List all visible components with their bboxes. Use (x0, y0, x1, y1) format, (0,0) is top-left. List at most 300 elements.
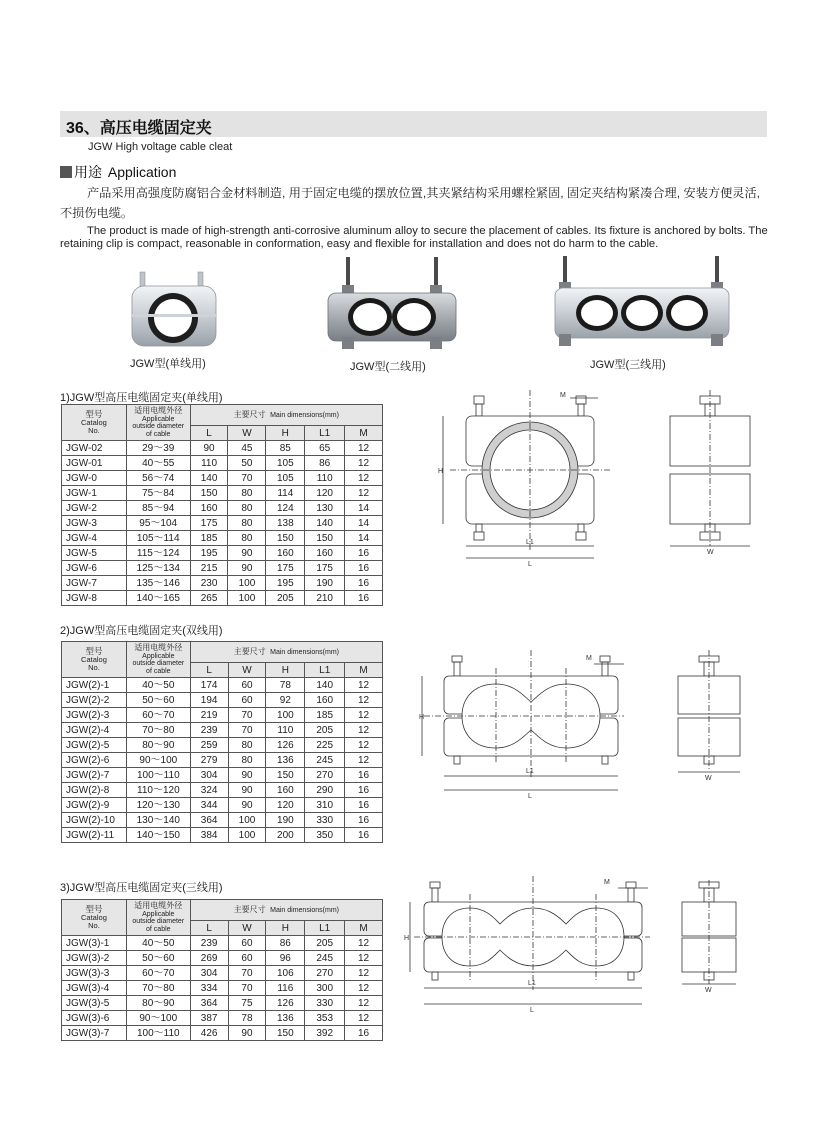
cell-W: 70 (228, 966, 266, 981)
cell-diameter: 56～74 (126, 471, 190, 486)
table-row (62, 813, 383, 828)
table-row (62, 768, 383, 783)
application-text-zh: 产品采用高强度防腐铝合金材料制造, 用于固定电缆的摆放位置,其夹紧结构采用螺栓紧固, 固定夹结构紧凑合理, 安装方便灵活, 不损伤电缆。 (60, 186, 761, 220)
table-row (62, 531, 383, 546)
cell-model: JGW(2)-3 (62, 708, 127, 723)
table-row (62, 753, 383, 768)
cell-W: 80 (228, 738, 266, 753)
cell-L1: 86 (305, 456, 345, 471)
cell-L: 239 (190, 723, 228, 738)
cell-W: 78 (228, 1011, 266, 1026)
application-text-en: The product is made of high-strength anti-corrosive aluminum alloy to secure the placement of cables. Its fixture is anchored by bolts. The retaining clip is compact, reasonable in conformation, easy and flexible for installation and does not do harm to the cable. (60, 225, 768, 250)
cell-W: 90 (228, 783, 266, 798)
cell-L: 239 (190, 936, 228, 951)
table-row (62, 723, 383, 738)
table-row (62, 1026, 383, 1041)
table-header-row (62, 405, 383, 426)
table-row (62, 576, 383, 591)
cell-W: 60 (228, 951, 266, 966)
col-H-header: H (266, 426, 305, 441)
cell-diameter: 140～150 (126, 828, 190, 843)
triple-cleat-caption: JGW型(三线用) (590, 359, 666, 371)
cell-diameter: 50～60 (126, 693, 190, 708)
dim-label-L: L (528, 793, 532, 800)
cell-L1: 160 (305, 693, 345, 708)
cell-L: 324 (190, 783, 228, 798)
cell-W: 75 (228, 996, 266, 1011)
table-2-title: 2)JGW型高压电缆固定夹(双线用) (60, 625, 223, 637)
cell-W: 80 (228, 486, 266, 501)
table-row (62, 738, 383, 753)
cell-M: 12 (345, 951, 383, 966)
cell-L: 110 (190, 456, 228, 471)
cell-H: 160 (266, 546, 305, 561)
page-subtitle: JGW High voltage cable cleat (88, 141, 233, 153)
cell-L: 259 (190, 738, 228, 753)
spec-table-triple (61, 899, 383, 1041)
cell-model: JGW(3)-2 (62, 951, 127, 966)
col-W-header: W (228, 426, 266, 441)
table-header-row (62, 642, 383, 663)
single-cleat-caption: JGW型(单线用) (130, 358, 206, 370)
cell-M: 16 (345, 783, 383, 798)
cell-W: 80 (228, 753, 266, 768)
triple-cleat-photo (553, 256, 733, 354)
cell-L1: 185 (305, 708, 345, 723)
cell-W: 100 (228, 591, 266, 606)
cell-L1: 245 (305, 951, 345, 966)
col-M-header: M (345, 426, 383, 441)
table-row (62, 561, 383, 576)
table-header-row (62, 900, 383, 921)
cell-L: 304 (190, 768, 228, 783)
cell-L1: 140 (305, 678, 345, 693)
cell-diameter: 70～80 (126, 981, 190, 996)
cell-M: 16 (345, 798, 383, 813)
table-row (62, 966, 383, 981)
cell-M: 12 (345, 456, 383, 471)
cell-L: 387 (190, 1011, 228, 1026)
cell-model: JGW(2)-9 (62, 798, 127, 813)
cell-H: 126 (266, 996, 305, 1011)
table-row (62, 516, 383, 531)
cell-diameter: 60～70 (126, 708, 190, 723)
cell-model: JGW-02 (62, 441, 127, 456)
cell-M: 14 (345, 501, 383, 516)
cell-W: 90 (228, 561, 266, 576)
table-row (62, 783, 383, 798)
cell-model: JGW-5 (62, 546, 127, 561)
cell-diameter: 130～140 (126, 813, 190, 828)
cell-L: 90 (190, 441, 228, 456)
cell-diameter: 140～165 (126, 591, 190, 606)
cell-model: JGW(3)-5 (62, 996, 127, 1011)
cell-H: 136 (266, 753, 305, 768)
table-row (62, 996, 383, 1011)
col-L-header: L (190, 663, 228, 678)
cell-model: JGW(2)-11 (62, 828, 127, 843)
table-row (62, 1011, 383, 1026)
cell-diameter: 100～110 (126, 1026, 190, 1041)
cell-model: JGW(2)-2 (62, 693, 127, 708)
cell-model: JGW(3)-3 (62, 966, 127, 981)
dim-label-M: M (604, 879, 610, 886)
cell-model: JGW-2 (62, 501, 127, 516)
cell-M: 16 (345, 828, 383, 843)
cell-L: 364 (190, 813, 228, 828)
cell-L1: 190 (305, 576, 345, 591)
diameter-header: 适用电缆外径 Applicable outside diameter of cable (126, 900, 190, 936)
cell-L: 384 (190, 828, 228, 843)
cell-M: 12 (345, 738, 383, 753)
cell-H: 78 (266, 678, 305, 693)
cell-model: JGW-7 (62, 576, 127, 591)
table-row (62, 936, 383, 951)
cell-M: 16 (345, 1026, 383, 1041)
cell-diameter: 50～60 (126, 951, 190, 966)
table-row (62, 981, 383, 996)
cell-M: 12 (345, 693, 383, 708)
diameter-header: 适用电缆外径 Applicable outside diameter of cable (126, 642, 190, 678)
cell-diameter: 90～100 (126, 753, 190, 768)
cell-H: 114 (266, 486, 305, 501)
cell-M: 16 (345, 813, 383, 828)
cell-L: 215 (190, 561, 228, 576)
cell-H: 124 (266, 501, 305, 516)
cell-H: 150 (266, 768, 305, 783)
cell-L1: 160 (305, 546, 345, 561)
cell-M: 16 (345, 576, 383, 591)
cell-model: JGW(2)-10 (62, 813, 127, 828)
table-1-title: 1)JGW型高压电缆固定夹(单线用) (60, 392, 223, 404)
cell-model: JGW-01 (62, 456, 127, 471)
cell-W: 60 (228, 936, 266, 951)
cell-M: 12 (345, 708, 383, 723)
dim-label-M: M (586, 655, 592, 662)
cell-diameter: 75～84 (126, 486, 190, 501)
col-L-header: L (190, 921, 228, 936)
cell-W: 90 (228, 546, 266, 561)
cell-diameter: 29～39 (126, 441, 190, 456)
dim-label-H: H (438, 468, 444, 475)
table-row (62, 708, 383, 723)
single-cleat-front-drawing (430, 386, 630, 572)
dim-label-W: W (705, 987, 712, 994)
cell-L: 160 (190, 501, 228, 516)
cell-M: 14 (345, 516, 383, 531)
cell-H: 205 (266, 591, 305, 606)
cell-L: 195 (190, 546, 228, 561)
cell-L: 269 (190, 951, 228, 966)
cell-L: 279 (190, 753, 228, 768)
table-row (62, 678, 383, 693)
cell-M: 12 (345, 486, 383, 501)
cell-model: JGW(3)-7 (62, 1026, 127, 1041)
cell-W: 100 (228, 813, 266, 828)
cell-M: 12 (345, 981, 383, 996)
cell-L: 150 (190, 486, 228, 501)
dim-label-L: L (530, 1007, 534, 1014)
cell-model: JGW(2)-8 (62, 783, 127, 798)
application-heading-en: Application (107, 164, 177, 180)
double-cleat-caption: JGW型(二线用) (350, 361, 426, 373)
cell-L1: 350 (305, 828, 345, 843)
cell-diameter: 70～80 (126, 723, 190, 738)
cell-L1: 392 (305, 1026, 345, 1041)
cell-M: 12 (345, 966, 383, 981)
cell-W: 90 (228, 798, 266, 813)
cell-L1: 290 (305, 783, 345, 798)
cell-L1: 353 (305, 1011, 345, 1026)
cell-H: 138 (266, 516, 305, 531)
cell-H: 150 (266, 1026, 305, 1041)
cell-M: 16 (345, 561, 383, 576)
dim-label-L1: L1 (526, 539, 534, 546)
cell-W: 70 (228, 708, 266, 723)
page-title: 36、高压电缆固定夹 (66, 120, 212, 137)
single-cleat-photo (128, 268, 228, 350)
cell-W: 100 (228, 828, 266, 843)
cell-W: 45 (228, 441, 266, 456)
cell-H: 110 (266, 723, 305, 738)
cell-L: 185 (190, 531, 228, 546)
cell-L1: 110 (305, 471, 345, 486)
cell-L: 265 (190, 591, 228, 606)
cell-M: 12 (345, 678, 383, 693)
cell-model: JGW-8 (62, 591, 127, 606)
table-row (62, 828, 383, 843)
cell-W: 70 (228, 723, 266, 738)
double-cleat-photo (322, 257, 462, 357)
cell-model: JGW(2)-6 (62, 753, 127, 768)
cell-model: JGW(2)-5 (62, 738, 127, 753)
cell-M: 12 (345, 441, 383, 456)
cell-L1: 65 (305, 441, 345, 456)
catalog-header: 型号 Catalog No. (62, 642, 127, 678)
catalog-header: 型号 Catalog No. (62, 405, 127, 441)
table-row (62, 951, 383, 966)
cell-H: 116 (266, 981, 305, 996)
cell-L1: 140 (305, 516, 345, 531)
cell-diameter: 90～100 (126, 1011, 190, 1026)
dim-label-W: W (705, 775, 712, 782)
cell-model: JGW(2)-7 (62, 768, 127, 783)
cell-H: 92 (266, 693, 305, 708)
dim-label-H: H (404, 935, 410, 942)
cell-diameter: 60～70 (126, 966, 190, 981)
cell-L: 334 (190, 981, 228, 996)
cell-L1: 225 (305, 738, 345, 753)
col-W-header: W (228, 663, 266, 678)
dim-label-M: M (560, 392, 566, 399)
cell-L1: 330 (305, 813, 345, 828)
cell-W: 80 (228, 531, 266, 546)
cell-L: 174 (190, 678, 228, 693)
cell-W: 90 (228, 1026, 266, 1041)
cell-L1: 270 (305, 966, 345, 981)
cell-H: 106 (266, 966, 305, 981)
cell-diameter: 120～130 (126, 798, 190, 813)
cell-M: 12 (345, 471, 383, 486)
cell-W: 60 (228, 693, 266, 708)
section-title-bar (60, 111, 767, 137)
cell-M: 12 (345, 723, 383, 738)
cell-model: JGW-1 (62, 486, 127, 501)
cell-M: 12 (345, 1011, 383, 1026)
table-row (62, 486, 383, 501)
dim-label-W: W (707, 549, 714, 556)
cell-diameter: 40～50 (126, 678, 190, 693)
application-heading-zh: 用途 (74, 164, 102, 180)
catalog-header: 型号 Catalog No. (62, 900, 127, 936)
cell-diameter: 80～90 (126, 738, 190, 753)
cell-L: 194 (190, 693, 228, 708)
cell-L: 219 (190, 708, 228, 723)
cell-diameter: 85～94 (126, 501, 190, 516)
spec-table-double (61, 641, 383, 843)
cell-L1: 150 (305, 531, 345, 546)
cell-diameter: 105～114 (126, 531, 190, 546)
main-dimensions-header: 主要尺寸 Main dimensions(mm) (190, 405, 382, 426)
table-row (62, 456, 383, 471)
cell-L1: 130 (305, 501, 345, 516)
cell-L: 304 (190, 966, 228, 981)
main-dimensions-header: 主要尺寸 Main dimensions(mm) (190, 900, 382, 921)
cell-W: 100 (228, 576, 266, 591)
cell-M: 14 (345, 531, 383, 546)
cell-W: 70 (228, 981, 266, 996)
cell-H: 85 (266, 441, 305, 456)
table-row (62, 693, 383, 708)
cell-L1: 205 (305, 936, 345, 951)
cell-model: JGW-4 (62, 531, 127, 546)
cell-M: 12 (345, 996, 383, 1011)
cell-H: 190 (266, 813, 305, 828)
col-L1-header: L1 (305, 921, 345, 936)
cell-diameter: 125～134 (126, 561, 190, 576)
cell-M: 12 (345, 753, 383, 768)
cell-diameter: 115～124 (126, 546, 190, 561)
cell-diameter: 80～90 (126, 996, 190, 1011)
cell-diameter: 100～110 (126, 768, 190, 783)
table-row (62, 798, 383, 813)
col-L1-header: L1 (305, 663, 345, 678)
cell-diameter: 95～104 (126, 516, 190, 531)
cell-H: 195 (266, 576, 305, 591)
table-row (62, 546, 383, 561)
table-row (62, 591, 383, 606)
cell-model: JGW(3)-1 (62, 936, 127, 951)
table-row (62, 501, 383, 516)
cell-L1: 330 (305, 996, 345, 1011)
cell-H: 96 (266, 951, 305, 966)
cell-H: 126 (266, 738, 305, 753)
cell-L1: 300 (305, 981, 345, 996)
cell-M: 16 (345, 591, 383, 606)
double-cleat-front-drawing (414, 648, 634, 800)
cell-L1: 210 (305, 591, 345, 606)
cell-M: 16 (345, 768, 383, 783)
cell-L: 426 (190, 1026, 228, 1041)
cell-H: 120 (266, 798, 305, 813)
cell-W: 50 (228, 456, 266, 471)
cell-diameter: 110～120 (126, 783, 190, 798)
col-M-header: M (345, 663, 383, 678)
cell-L1: 310 (305, 798, 345, 813)
cell-H: 136 (266, 1011, 305, 1026)
cell-model: JGW-3 (62, 516, 127, 531)
triple-cleat-side-drawing (678, 880, 740, 996)
col-M-header: M (345, 921, 383, 936)
table-row (62, 471, 383, 486)
cell-L: 344 (190, 798, 228, 813)
table-row (62, 441, 383, 456)
cell-M: 16 (345, 546, 383, 561)
cell-model: JGW(2)-1 (62, 678, 127, 693)
cell-H: 100 (266, 708, 305, 723)
cell-L1: 175 (305, 561, 345, 576)
dim-label-H: H (419, 714, 425, 721)
cell-L: 230 (190, 576, 228, 591)
spec-table-single (61, 404, 383, 606)
cell-H: 175 (266, 561, 305, 576)
square-bullet-icon (60, 166, 72, 178)
cell-model: JGW(3)-4 (62, 981, 127, 996)
col-H-header: H (266, 663, 305, 678)
cell-H: 160 (266, 783, 305, 798)
cell-W: 80 (228, 516, 266, 531)
cell-H: 200 (266, 828, 305, 843)
cell-model: JGW(2)-4 (62, 723, 127, 738)
cell-L1: 270 (305, 768, 345, 783)
col-L-header: L (190, 426, 228, 441)
dim-label-L1: L1 (528, 980, 536, 987)
cell-model: JGW-6 (62, 561, 127, 576)
cell-model: JGW(3)-6 (62, 1011, 127, 1026)
dim-label-L: L (528, 561, 532, 568)
cell-diameter: 40～50 (126, 936, 190, 951)
cell-W: 70 (228, 471, 266, 486)
cell-H: 150 (266, 531, 305, 546)
cell-model: JGW-0 (62, 471, 127, 486)
cell-H: 86 (266, 936, 305, 951)
cell-W: 60 (228, 678, 266, 693)
cell-W: 80 (228, 501, 266, 516)
main-dimensions-header: 主要尺寸 Main dimensions(mm) (190, 642, 382, 663)
table-3-title: 3)JGW型高压电缆固定夹(三线用) (60, 882, 223, 894)
cell-W: 90 (228, 768, 266, 783)
cell-L: 140 (190, 471, 228, 486)
cell-L1: 245 (305, 753, 345, 768)
cell-H: 105 (266, 456, 305, 471)
cell-diameter: 40～55 (126, 456, 190, 471)
cell-H: 105 (266, 471, 305, 486)
col-L1-header: L1 (305, 426, 345, 441)
diameter-header: 适用电缆外径 Applicable outside diameter of cable (126, 405, 190, 441)
application-heading (60, 162, 176, 182)
cell-L1: 205 (305, 723, 345, 738)
dim-label-L1: L1 (526, 768, 534, 775)
cell-L1: 120 (305, 486, 345, 501)
cell-M: 12 (345, 936, 383, 951)
cell-L: 175 (190, 516, 228, 531)
col-W-header: W (228, 921, 266, 936)
double-cleat-side-drawing (672, 648, 746, 784)
triple-cleat-front-drawing (404, 874, 654, 1014)
cell-L: 364 (190, 996, 228, 1011)
col-H-header: H (266, 921, 305, 936)
cell-diameter: 135～146 (126, 576, 190, 591)
